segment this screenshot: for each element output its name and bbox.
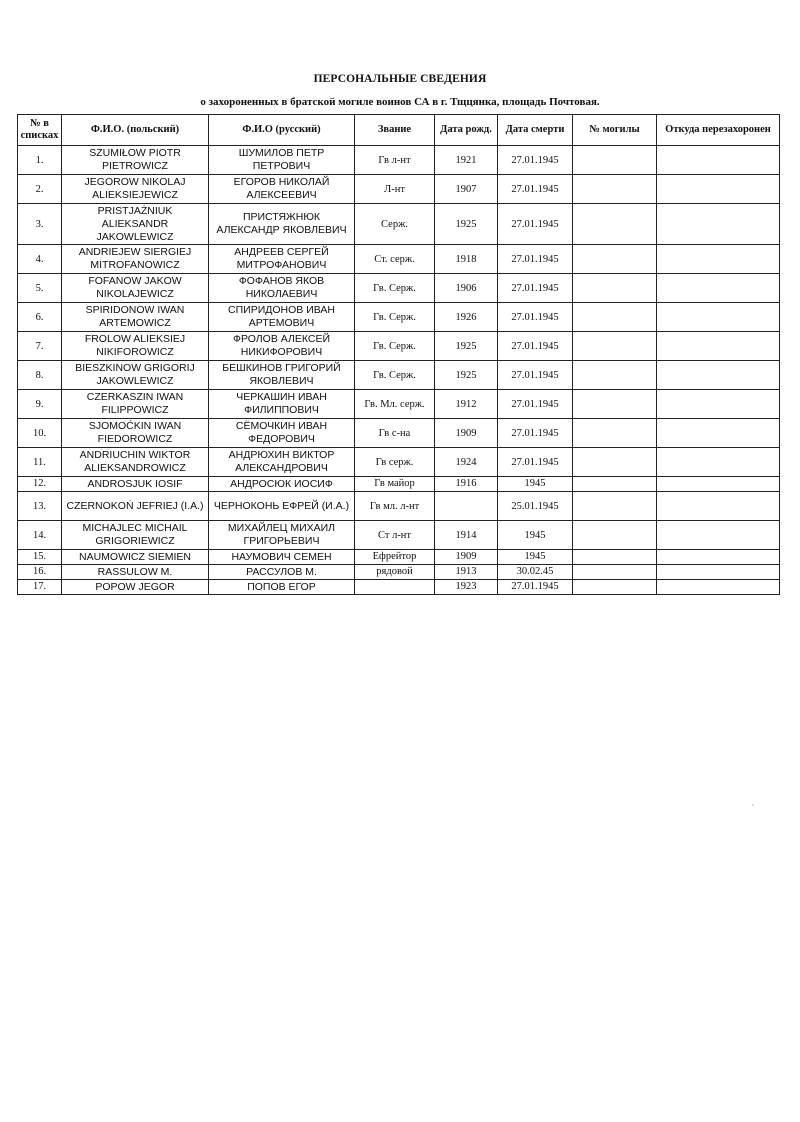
table-row <box>18 245 780 274</box>
table-row <box>18 448 780 477</box>
table-row <box>18 146 780 175</box>
cell-name-russian: АНДРЮХИН ВИКТОР АЛЕКСАНДРОВИЧ <box>209 448 355 477</box>
cell-name-polish: BIESZKINOW GRIGORIJ JAKOWLEWICZ <box>62 361 209 390</box>
cell-death-date: 1945 <box>498 550 573 565</box>
cell-death-date: 1945 <box>498 477 573 492</box>
cell-list-number: 8. <box>18 361 62 390</box>
cell-rank: Ст. серж. <box>355 245 435 274</box>
cell-name-russian: БЕШКИНОВ ГРИГОРИЙ ЯКОВЛЕВИЧ <box>209 361 355 390</box>
table-body <box>18 146 780 595</box>
cell-name-russian: НАУМОВИЧ СЕМЕН <box>209 550 355 565</box>
table-row <box>18 361 780 390</box>
cell-birth-date: 1914 <box>435 521 498 550</box>
header-birth-date: Дата рожд. <box>435 115 498 146</box>
table-row <box>18 565 780 580</box>
cell-reburied-from <box>657 550 780 565</box>
cell-birth-date: 1918 <box>435 245 498 274</box>
cell-reburied-from <box>657 146 780 175</box>
cell-grave-number <box>573 361 657 390</box>
cell-name-polish: ANDRIUCHIN WIKTOR ALIEKSANDROWICZ <box>62 448 209 477</box>
cell-name-polish: SJOMOĆKIN IWAN FIEDOROWICZ <box>62 419 209 448</box>
scan-speck <box>752 804 754 806</box>
cell-death-date: 25.01.1945 <box>498 492 573 521</box>
cell-name-russian: ФРОЛОВ АЛЕКСЕЙ НИКИФОРОВИЧ <box>209 332 355 361</box>
cell-name-russian: ПРИСТЯЖНЮК АЛЕКСАНДР ЯКОВЛЕВИЧ <box>209 204 355 245</box>
cell-name-polish: JEGOROW NIKOLAJ ALIEKSIEJEWICZ <box>62 175 209 204</box>
table-row <box>18 550 780 565</box>
header-reburied-from: Откуда перезахоронен <box>657 115 780 146</box>
cell-list-number: 11. <box>18 448 62 477</box>
cell-name-polish: MICHAJLEC MICHAIL GRIGORIEWICZ <box>62 521 209 550</box>
cell-death-date: 27.01.1945 <box>498 332 573 361</box>
cell-reburied-from <box>657 175 780 204</box>
cell-rank: Гв майор <box>355 477 435 492</box>
cell-list-number: 17. <box>18 580 62 595</box>
cell-name-polish: SPIRIDONOW IWAN ARTEMOWICZ <box>62 303 209 332</box>
cell-reburied-from <box>657 390 780 419</box>
cell-reburied-from <box>657 245 780 274</box>
header-name-polish: Ф.И.О. (польский) <box>62 115 209 146</box>
cell-death-date: 27.01.1945 <box>498 245 573 274</box>
cell-name-russian: МИХАЙЛЕЦ МИХАИЛ ГРИГОРЬЕВИЧ <box>209 521 355 550</box>
cell-reburied-from <box>657 580 780 595</box>
cell-name-russian: ЧЕРНОКОНЬ ЕФРЕЙ (И.А.) <box>209 492 355 521</box>
cell-death-date: 27.01.1945 <box>498 390 573 419</box>
cell-death-date: 27.01.1945 <box>498 448 573 477</box>
cell-reburied-from <box>657 419 780 448</box>
cell-name-russian: СПИРИДОНОВ ИВАН АРТЕМОВИЧ <box>209 303 355 332</box>
table-row <box>18 477 780 492</box>
cell-rank: Гв. Серж. <box>355 332 435 361</box>
cell-birth-date: 1913 <box>435 565 498 580</box>
cell-list-number: 6. <box>18 303 62 332</box>
cell-name-russian: АНДРОСЮК ИОСИФ <box>209 477 355 492</box>
cell-grave-number <box>573 565 657 580</box>
table-row <box>18 492 780 521</box>
cell-rank: Гв с-на <box>355 419 435 448</box>
burial-records-table <box>17 114 780 595</box>
cell-name-russian: АНДРЕЕВ СЕРГЕЙ МИТРОФАНОВИЧ <box>209 245 355 274</box>
cell-name-russian: ФОФАНОВ ЯКОВ НИКОЛАЕВИЧ <box>209 274 355 303</box>
cell-birth-date: 1925 <box>435 204 498 245</box>
cell-grave-number <box>573 332 657 361</box>
cell-birth-date: 1909 <box>435 550 498 565</box>
cell-name-russian: СЁМОЧКИН ИВАН ФЕДОРОВИЧ <box>209 419 355 448</box>
cell-death-date: 27.01.1945 <box>498 274 573 303</box>
cell-death-date: 27.01.1945 <box>498 580 573 595</box>
cell-rank: Гв л-нт <box>355 146 435 175</box>
table-row <box>18 521 780 550</box>
table-row <box>18 332 780 361</box>
document-title: ПЕРСОНАЛЬНЫЕ СВЕДЕНИЯ <box>313 73 487 85</box>
cell-rank: Л-нт <box>355 175 435 204</box>
cell-name-polish: FOFANOW JAKOW NIKOLAJEWICZ <box>62 274 209 303</box>
cell-reburied-from <box>657 303 780 332</box>
cell-list-number: 13. <box>18 492 62 521</box>
cell-name-polish: SZUMIŁOW PIOTR PIETROWICZ <box>62 146 209 175</box>
header-name-russian: Ф.И.О (русский) <box>209 115 355 146</box>
cell-rank: Гв. Серж. <box>355 303 435 332</box>
cell-death-date: 30.02.45 <box>498 565 573 580</box>
cell-rank: Гв. Серж. <box>355 274 435 303</box>
table-row <box>18 274 780 303</box>
cell-list-number: 14. <box>18 521 62 550</box>
cell-name-russian: ПОПОВ ЕГОР <box>209 580 355 595</box>
cell-death-date: 27.01.1945 <box>498 361 573 390</box>
cell-grave-number <box>573 204 657 245</box>
cell-rank: Ефрейтор <box>355 550 435 565</box>
cell-birth-date: 1924 <box>435 448 498 477</box>
cell-list-number: 15. <box>18 550 62 565</box>
cell-list-number: 12. <box>18 477 62 492</box>
cell-name-polish: PRISTJAŻNIUK ALIEKSANDR JAKOWLEWICZ <box>62 204 209 245</box>
cell-name-polish: CZERNOKOŃ JEFRIEJ (I.A.) <box>62 492 209 521</box>
cell-birth-date: 1912 <box>435 390 498 419</box>
table-row <box>18 419 780 448</box>
header-list-number: № в списках <box>18 115 62 146</box>
cell-name-polish: POPOW JEGOR <box>62 580 209 595</box>
cell-grave-number <box>573 175 657 204</box>
table-row <box>18 204 780 245</box>
cell-grave-number <box>573 303 657 332</box>
cell-rank: Гв. Мл. серж. <box>355 390 435 419</box>
cell-birth-date: 1906 <box>435 274 498 303</box>
cell-reburied-from <box>657 448 780 477</box>
cell-list-number: 3. <box>18 204 62 245</box>
cell-grave-number <box>573 448 657 477</box>
cell-grave-number <box>573 492 657 521</box>
cell-birth-date: 1923 <box>435 580 498 595</box>
cell-grave-number <box>573 477 657 492</box>
cell-name-polish: ANDRIEJEW SIERGIEJ MITROFANOWICZ <box>62 245 209 274</box>
cell-name-russian: ЕГОРОВ НИКОЛАЙ АЛЕКСЕЕВИЧ <box>209 175 355 204</box>
cell-birth-date: 1925 <box>435 361 498 390</box>
cell-death-date: 1945 <box>498 521 573 550</box>
cell-list-number: 9. <box>18 390 62 419</box>
cell-birth-date: 1921 <box>435 146 498 175</box>
cell-rank: Ст л-нт <box>355 521 435 550</box>
cell-name-polish: RASSULOW M. <box>62 565 209 580</box>
table-header-row <box>18 115 780 146</box>
cell-reburied-from <box>657 204 780 245</box>
cell-grave-number <box>573 390 657 419</box>
cell-grave-number <box>573 274 657 303</box>
cell-death-date: 27.01.1945 <box>498 303 573 332</box>
cell-name-polish: NAUMOWICZ SIEMIEN <box>62 550 209 565</box>
cell-list-number: 7. <box>18 332 62 361</box>
cell-reburied-from <box>657 492 780 521</box>
cell-reburied-from <box>657 477 780 492</box>
cell-name-polish: CZERKASZIN IWAN FILIPPOWICZ <box>62 390 209 419</box>
cell-grave-number <box>573 580 657 595</box>
header-rank: Звание <box>355 115 435 146</box>
cell-death-date: 27.01.1945 <box>498 175 573 204</box>
cell-grave-number <box>573 245 657 274</box>
table-row <box>18 390 780 419</box>
cell-name-polish: FROLOW ALIEKSIEJ NIKIFOROWICZ <box>62 332 209 361</box>
cell-birth-date: 1926 <box>435 303 498 332</box>
cell-grave-number <box>573 146 657 175</box>
cell-list-number: 1. <box>18 146 62 175</box>
cell-reburied-from <box>657 565 780 580</box>
cell-list-number: 10. <box>18 419 62 448</box>
cell-list-number: 5. <box>18 274 62 303</box>
cell-name-polish: ANDROSJUK IOSIF <box>62 477 209 492</box>
cell-rank: Гв серж. <box>355 448 435 477</box>
cell-list-number: 2. <box>18 175 62 204</box>
cell-reburied-from <box>657 521 780 550</box>
cell-reburied-from <box>657 332 780 361</box>
cell-birth-date: 1925 <box>435 332 498 361</box>
cell-name-russian: ЧЕРКАШИН ИВАН ФИЛИППОВИЧ <box>209 390 355 419</box>
cell-birth-date: 1907 <box>435 175 498 204</box>
cell-rank: Гв. Серж. <box>355 361 435 390</box>
cell-rank: Серж. <box>355 204 435 245</box>
cell-rank <box>355 580 435 595</box>
cell-grave-number <box>573 521 657 550</box>
cell-name-russian: РАССУЛОВ М. <box>209 565 355 580</box>
cell-name-russian: ШУМИЛОВ ПЕТР ПЕТРОВИЧ <box>209 146 355 175</box>
cell-death-date: 27.01.1945 <box>498 204 573 245</box>
table-row <box>18 580 780 595</box>
cell-list-number: 4. <box>18 245 62 274</box>
cell-birth-date <box>435 492 498 521</box>
cell-birth-date: 1909 <box>435 419 498 448</box>
document-subtitle: о захороненных в братской могиле воинов СА в г. Тщцянка, площадь Почтовая. <box>200 96 600 108</box>
header-grave-number: № могилы <box>573 115 657 146</box>
cell-rank: Гв мл. л-нт <box>355 492 435 521</box>
cell-death-date: 27.01.1945 <box>498 419 573 448</box>
cell-death-date: 27.01.1945 <box>498 146 573 175</box>
header-death-date: Дата смерти <box>498 115 573 146</box>
cell-reburied-from <box>657 361 780 390</box>
cell-reburied-from <box>657 274 780 303</box>
table-row <box>18 175 780 204</box>
cell-grave-number <box>573 419 657 448</box>
cell-list-number: 16. <box>18 565 62 580</box>
cell-birth-date: 1916 <box>435 477 498 492</box>
cell-grave-number <box>573 550 657 565</box>
table-row <box>18 303 780 332</box>
cell-rank: рядовой <box>355 565 435 580</box>
